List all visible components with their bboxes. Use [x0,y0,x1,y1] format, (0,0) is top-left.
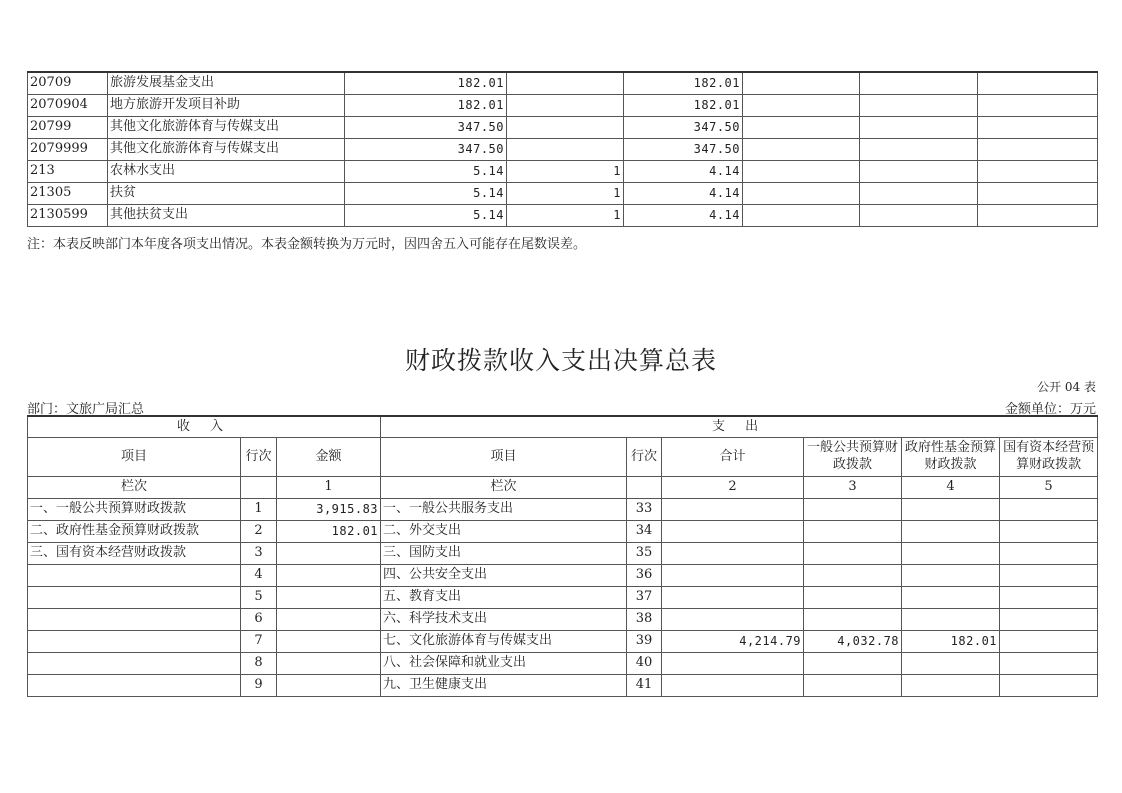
function-code-cell: 20799 [28,117,108,139]
fund-budget-cell: 182.01 [902,631,1000,653]
expense-row-no-cell: 41 [627,675,662,697]
column-no-4: 4 [902,477,1000,499]
income-row-no-cell: 2 [241,521,277,543]
project-cell: 347.50 [624,139,743,161]
fund-budget-cell [902,675,1000,697]
state-capital-cell [1000,565,1098,587]
column-no-3: 3 [804,477,902,499]
income-row-no-cell: 5 [241,587,277,609]
empty-cell [860,205,978,227]
project-cell: 4.14 [624,161,743,183]
expense-item-cell: 四、公共安全支出 [381,565,627,587]
column-no-5: 5 [1000,477,1098,499]
column-header-row [28,438,1098,477]
project-cell: 182.01 [624,95,743,117]
label-column-no: 栏次 [28,477,241,499]
table-row [28,499,1098,521]
project-cell: 182.01 [624,72,743,95]
empty-cell [743,72,860,95]
label-column-no-expense: 栏次 [381,477,627,499]
total-cell: 182.01 [345,95,507,117]
state-capital-cell [1000,499,1098,521]
income-amount-cell [277,609,381,631]
empty-cell [627,477,662,499]
income-amount-cell [277,565,381,587]
empty-cell [743,95,860,117]
income-amount-cell [277,653,381,675]
total-cell: 5.14 [345,161,507,183]
empty-cell [743,183,860,205]
table-row [28,587,1098,609]
column-number-row [28,477,1098,499]
function-code-cell: 21305 [28,183,108,205]
income-amount-cell: 3,915.83 [277,499,381,521]
expense-row-no-cell: 35 [627,543,662,565]
state-capital-cell [1000,609,1098,631]
total-cell: 5.14 [345,205,507,227]
income-row-no-cell: 7 [241,631,277,653]
basic-cell: 1 [507,205,624,227]
income-row-no-cell: 6 [241,609,277,631]
expense-row-no-cell: 36 [627,565,662,587]
basic-cell [507,72,624,95]
empty-cell [860,117,978,139]
income-item-cell [28,653,241,675]
income-item-cell: 一、一般公共预算财政拨款 [28,499,241,521]
function-code-cell: 2079999 [28,139,108,161]
total-cell: 347.50 [345,139,507,161]
column-no-1: 1 [277,477,381,499]
empty-cell [978,183,1098,205]
fund-budget-cell [902,565,1000,587]
income-amount-cell [277,543,381,565]
table-row [28,565,1098,587]
general-budget-cell [804,543,902,565]
empty-cell [860,95,978,117]
empty-cell [860,161,978,183]
empty-cell [743,117,860,139]
income-amount-cell [277,675,381,697]
empty-cell [978,205,1098,227]
income-row-no-cell: 3 [241,543,277,565]
basic-cell: 1 [507,161,624,183]
income-item-cell [28,565,241,587]
expense-total-cell [662,587,804,609]
fund-budget-cell [902,521,1000,543]
empty-cell [743,139,860,161]
function-name-cell: 扶贫 [108,183,345,205]
fund-budget-cell [902,499,1000,521]
table-row [28,183,1098,205]
total-cell: 5.14 [345,183,507,205]
expense-total-cell: 4,214.79 [662,631,804,653]
income-amount-cell [277,587,381,609]
income-item-cell: 三、国有资本经营财政拨款 [28,543,241,565]
expense-total-cell [662,499,804,521]
state-capital-cell [1000,543,1098,565]
income-row-no-cell: 4 [241,565,277,587]
table-row [28,72,1098,95]
state-capital-cell [1000,631,1098,653]
table-row [28,117,1098,139]
expense-row-no-cell: 33 [627,499,662,521]
expense-total-cell [662,565,804,587]
unit-label: 金额单位：万元 [1004,402,1096,417]
expense-row-no-cell: 38 [627,609,662,631]
income-item-cell [28,609,241,631]
table-row [28,609,1098,631]
col-item: 项目 [28,438,241,477]
table-row [28,631,1098,653]
general-budget-cell [804,521,902,543]
empty-cell [978,161,1098,183]
fund-budget-cell [902,609,1000,631]
col-fund-budget: 政府性基金预算财政拨款 [902,438,1000,477]
empty-cell [860,72,978,95]
expense-row-no-cell: 40 [627,653,662,675]
income-amount-cell [277,631,381,653]
empty-cell [978,95,1098,117]
expense-item-cell: 一、一般公共服务支出 [381,499,627,521]
general-budget-cell [804,609,902,631]
table-note: 注：本表反映部门本年度各项支出情况。本表金额转换为万元时，因四舍五入可能存在尾数误差。 [27,237,587,252]
fund-budget-cell [902,587,1000,609]
state-capital-cell [1000,587,1098,609]
table-row [28,95,1098,117]
expense-detail-table [27,71,1098,227]
general-budget-cell: 4,032.78 [804,631,902,653]
table-row [28,161,1098,183]
function-name-cell: 其他扶贫支出 [108,205,345,227]
function-code-cell: 2130599 [28,205,108,227]
col-row-no: 行次 [241,438,277,477]
table-row [28,543,1098,565]
state-capital-cell [1000,521,1098,543]
table-row [28,675,1098,697]
table-code: 公开 04 表 [1037,380,1096,394]
section-header-row [28,416,1098,438]
general-budget-cell [804,587,902,609]
basic-cell [507,95,624,117]
general-budget-cell [804,653,902,675]
column-no-2: 2 [662,477,804,499]
expense-total-cell [662,521,804,543]
department-label: 部门：文旅广局汇总 [27,402,145,417]
col-state-capital: 国有资本经营预算财政拨款 [1000,438,1098,477]
fund-budget-cell [902,543,1000,565]
income-item-cell [28,675,241,697]
income-row-no-cell: 9 [241,675,277,697]
income-row-no-cell: 8 [241,653,277,675]
empty-cell [978,72,1098,95]
function-code-cell: 213 [28,161,108,183]
function-name-cell: 旅游发展基金支出 [108,72,345,95]
income-amount-cell: 182.01 [277,521,381,543]
function-name-cell: 其他文化旅游体育与传媒支出 [108,117,345,139]
general-budget-cell [804,565,902,587]
col-row-no-expense: 行次 [627,438,662,477]
function-code-cell: 2070904 [28,95,108,117]
empty-cell [743,205,860,227]
expense-row-no-cell: 37 [627,587,662,609]
expense-total-cell [662,675,804,697]
project-cell: 4.14 [624,183,743,205]
general-budget-cell [804,499,902,521]
income-item-cell [28,587,241,609]
expense-total-cell [662,653,804,675]
expense-item-cell: 八、社会保障和就业支出 [381,653,627,675]
basic-cell [507,139,624,161]
empty-cell [743,161,860,183]
expense-total-cell [662,609,804,631]
basic-cell: 1 [507,183,624,205]
function-code-cell: 20709 [28,72,108,95]
empty-cell [860,183,978,205]
state-capital-cell [1000,675,1098,697]
income-item-cell [28,631,241,653]
basic-cell [507,117,624,139]
general-budget-cell [804,675,902,697]
state-capital-cell [1000,653,1098,675]
empty-cell [978,117,1098,139]
total-cell: 182.01 [345,72,507,95]
expense-item-cell: 九、卫生健康支出 [381,675,627,697]
expense-row-no-cell: 34 [627,521,662,543]
fund-budget-cell [902,653,1000,675]
expense-item-cell: 六、科学技术支出 [381,609,627,631]
function-name-cell: 其他文化旅游体育与传媒支出 [108,139,345,161]
income-item-cell: 二、政府性基金预算财政拨款 [28,521,241,543]
table-row [28,521,1098,543]
fiscal-summary-table [27,415,1098,697]
income-header: 收 入 [28,416,381,438]
income-row-no-cell: 1 [241,499,277,521]
col-amount: 金额 [277,438,381,477]
expense-total-cell [662,543,804,565]
empty-cell [978,139,1098,161]
report-title: 财政拨款收入支出决算总表 [404,346,717,375]
col-total: 合计 [662,438,804,477]
expense-item-cell: 三、国防支出 [381,543,627,565]
table-row [28,653,1098,675]
empty-cell [860,139,978,161]
empty-cell [241,477,277,499]
function-name-cell: 农林水支出 [108,161,345,183]
project-cell: 4.14 [624,205,743,227]
col-item-expense: 项目 [381,438,627,477]
expense-item-cell: 七、文化旅游体育与传媒支出 [381,631,627,653]
total-cell: 347.50 [345,117,507,139]
col-general-budget: 一般公共预算财政拨款 [804,438,902,477]
expense-row-no-cell: 39 [627,631,662,653]
expense-header: 支 出 [381,416,1098,438]
table-row [28,139,1098,161]
expense-item-cell: 五、教育支出 [381,587,627,609]
project-cell: 347.50 [624,117,743,139]
expense-item-cell: 二、外交支出 [381,521,627,543]
function-name-cell: 地方旅游开发项目补助 [108,95,345,117]
table-row [28,205,1098,227]
